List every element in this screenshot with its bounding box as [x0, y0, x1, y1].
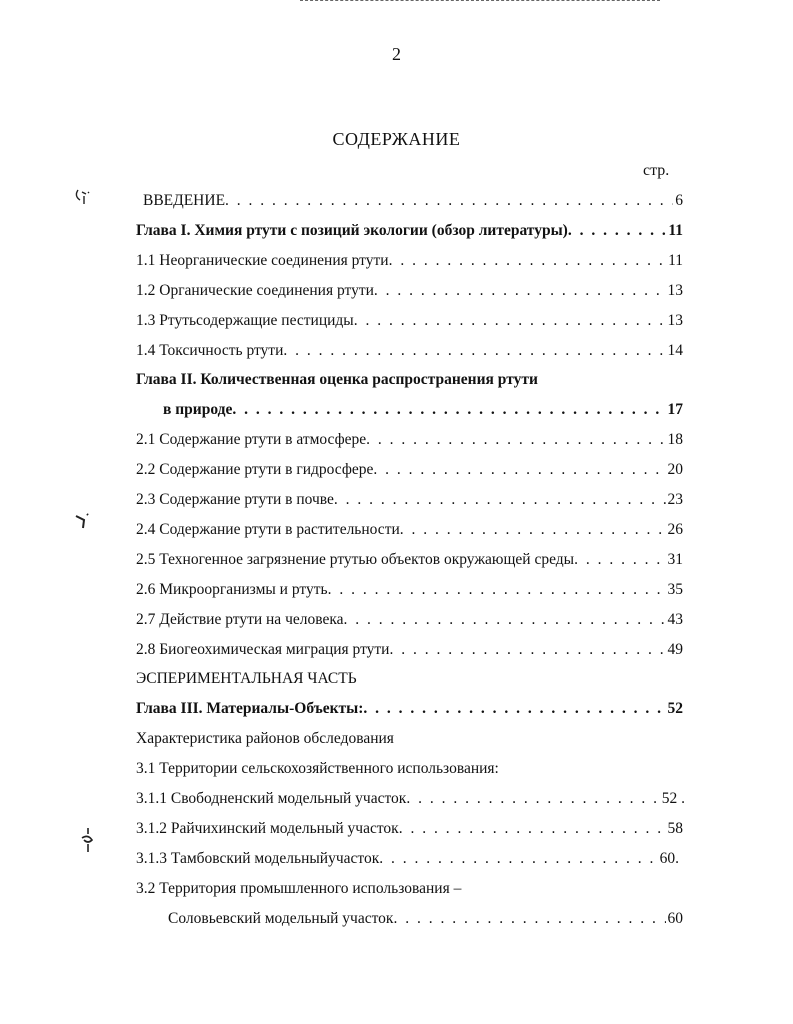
toc-entry: [136, 610, 683, 630]
toc-entry: 3.2 Территория промышленного использования –: [136, 880, 462, 897]
toc-entry-page: 20: [667, 461, 683, 478]
toc-entry-text: 2.1 Содержание ртути в атмосфере: [136, 431, 367, 448]
page-title: СОДЕРЖАНИЕ: [332, 129, 461, 149]
toc-entry-page: 6: [675, 192, 683, 209]
toc-entry-page: 52: [667, 700, 683, 717]
toc-entry-page: 14: [667, 342, 683, 359]
toc-entry: 3.1 Территории сельскохозяйственного использования:: [136, 760, 499, 777]
toc-entry-chapter-2-cont: [163, 400, 683, 420]
toc-entry-page: 49: [667, 641, 683, 658]
toc-entry: [136, 430, 683, 450]
toc-entry-page: 18: [667, 431, 683, 448]
toc-entry-chapter-2: Глава II. Количественная оценка распространения ртути: [136, 371, 538, 388]
toc-entry: [136, 520, 683, 540]
toc-entry: [136, 640, 683, 660]
toc-entry: Характеристика районов обследования: [136, 730, 394, 747]
toc-entry-page: 23: [667, 491, 683, 508]
toc-entry: [136, 819, 683, 839]
toc-entry-text: 3.1.3 Тамбовский модельныйучасток: [136, 850, 380, 867]
toc-entry: [168, 909, 683, 929]
toc-entry-experimental: ЭСПЕРИМЕНТАЛЬНАЯ ЧАСТЬ: [136, 670, 357, 687]
toc-entry-text: 2.3 Содержание ртути в почве: [136, 491, 334, 508]
toc-entry-page: 26: [667, 521, 683, 538]
scan-speck-icon: [78, 826, 98, 856]
toc-entry-text: 2.5 Техногенное загрязнение ртутью объектов окружающей среды: [136, 551, 575, 568]
toc-entry: [136, 311, 683, 331]
toc-entry-page: 43: [667, 611, 683, 628]
toc-entry-chapter-3: [136, 699, 683, 719]
toc-entry-text: 3.1.2 Райчихинский модельный участок: [136, 820, 399, 837]
toc-entry-page: 13: [667, 282, 683, 299]
toc-entry-text: Соловьевский модельный участок: [168, 910, 394, 927]
page-number: 2: [392, 44, 401, 64]
toc-entry-text: Глава I. Химия ртути с позиций экологии (обзор литературы): [136, 222, 568, 239]
toc-entry-text: 2.8 Биогеохимическая миграция ртути: [136, 641, 390, 658]
toc-entry: [136, 251, 683, 271]
toc-entry-text: 2.7 Действие ртути на человека: [136, 611, 344, 628]
toc-entry-chapter-1: [136, 221, 683, 241]
toc-entry: [136, 580, 683, 600]
toc-entry-page: 35: [667, 581, 683, 598]
toc-entry-text: в природе: [163, 401, 233, 418]
toc-entry: [136, 460, 683, 480]
scan-artifact-line: [300, 0, 660, 4]
toc-entry-page: 11: [668, 222, 683, 239]
toc-entry: [136, 281, 683, 301]
scan-speck-icon: [72, 186, 96, 210]
toc-entry: [136, 550, 683, 570]
toc-entry-text: 1.2 Органические соединения ртути: [136, 282, 374, 299]
toc-entry-page: 11: [668, 252, 683, 269]
toc-entry: [136, 849, 679, 869]
toc-entry-introduction: [143, 191, 683, 211]
toc-entry-page: 58: [667, 820, 683, 837]
toc-entry-text: 2.4 Содержание ртути в растительности: [136, 521, 400, 538]
toc-entry-page: 31: [667, 551, 683, 568]
toc-entry-page: 52 .: [661, 790, 685, 807]
toc-entry-page: 17: [667, 401, 683, 418]
toc-entry-text: 1.3 Ртутьсодержащие пестициды: [136, 312, 354, 329]
toc-entry-page: 13: [667, 312, 683, 329]
toc-entry-text: 1.4 Токсичность ртути: [136, 342, 284, 359]
toc-entry-text: 2.2 Содержание ртути в гидросфере: [136, 461, 374, 478]
page-column-header: стр.: [643, 162, 670, 179]
toc-entry-page: 60: [667, 910, 683, 927]
toc-entry: [136, 341, 683, 361]
toc-entry-page: 60.: [659, 850, 679, 867]
toc-entry-text: Глава III. Материалы-Объекты:: [136, 700, 364, 717]
toc-entry-text: 1.1 Неорганические соединения ртути: [136, 252, 389, 269]
toc-entry-text: 2.6 Микроорганизмы и ртуть: [136, 581, 328, 598]
toc-entry-text: 3.1.1 Свободненский модельный участок: [136, 790, 407, 807]
toc-entry: [136, 490, 683, 510]
scan-speck-icon: [74, 510, 96, 532]
toc-entry-text: ВВЕДЕНИЕ: [143, 192, 226, 209]
toc-entry: [136, 789, 685, 809]
